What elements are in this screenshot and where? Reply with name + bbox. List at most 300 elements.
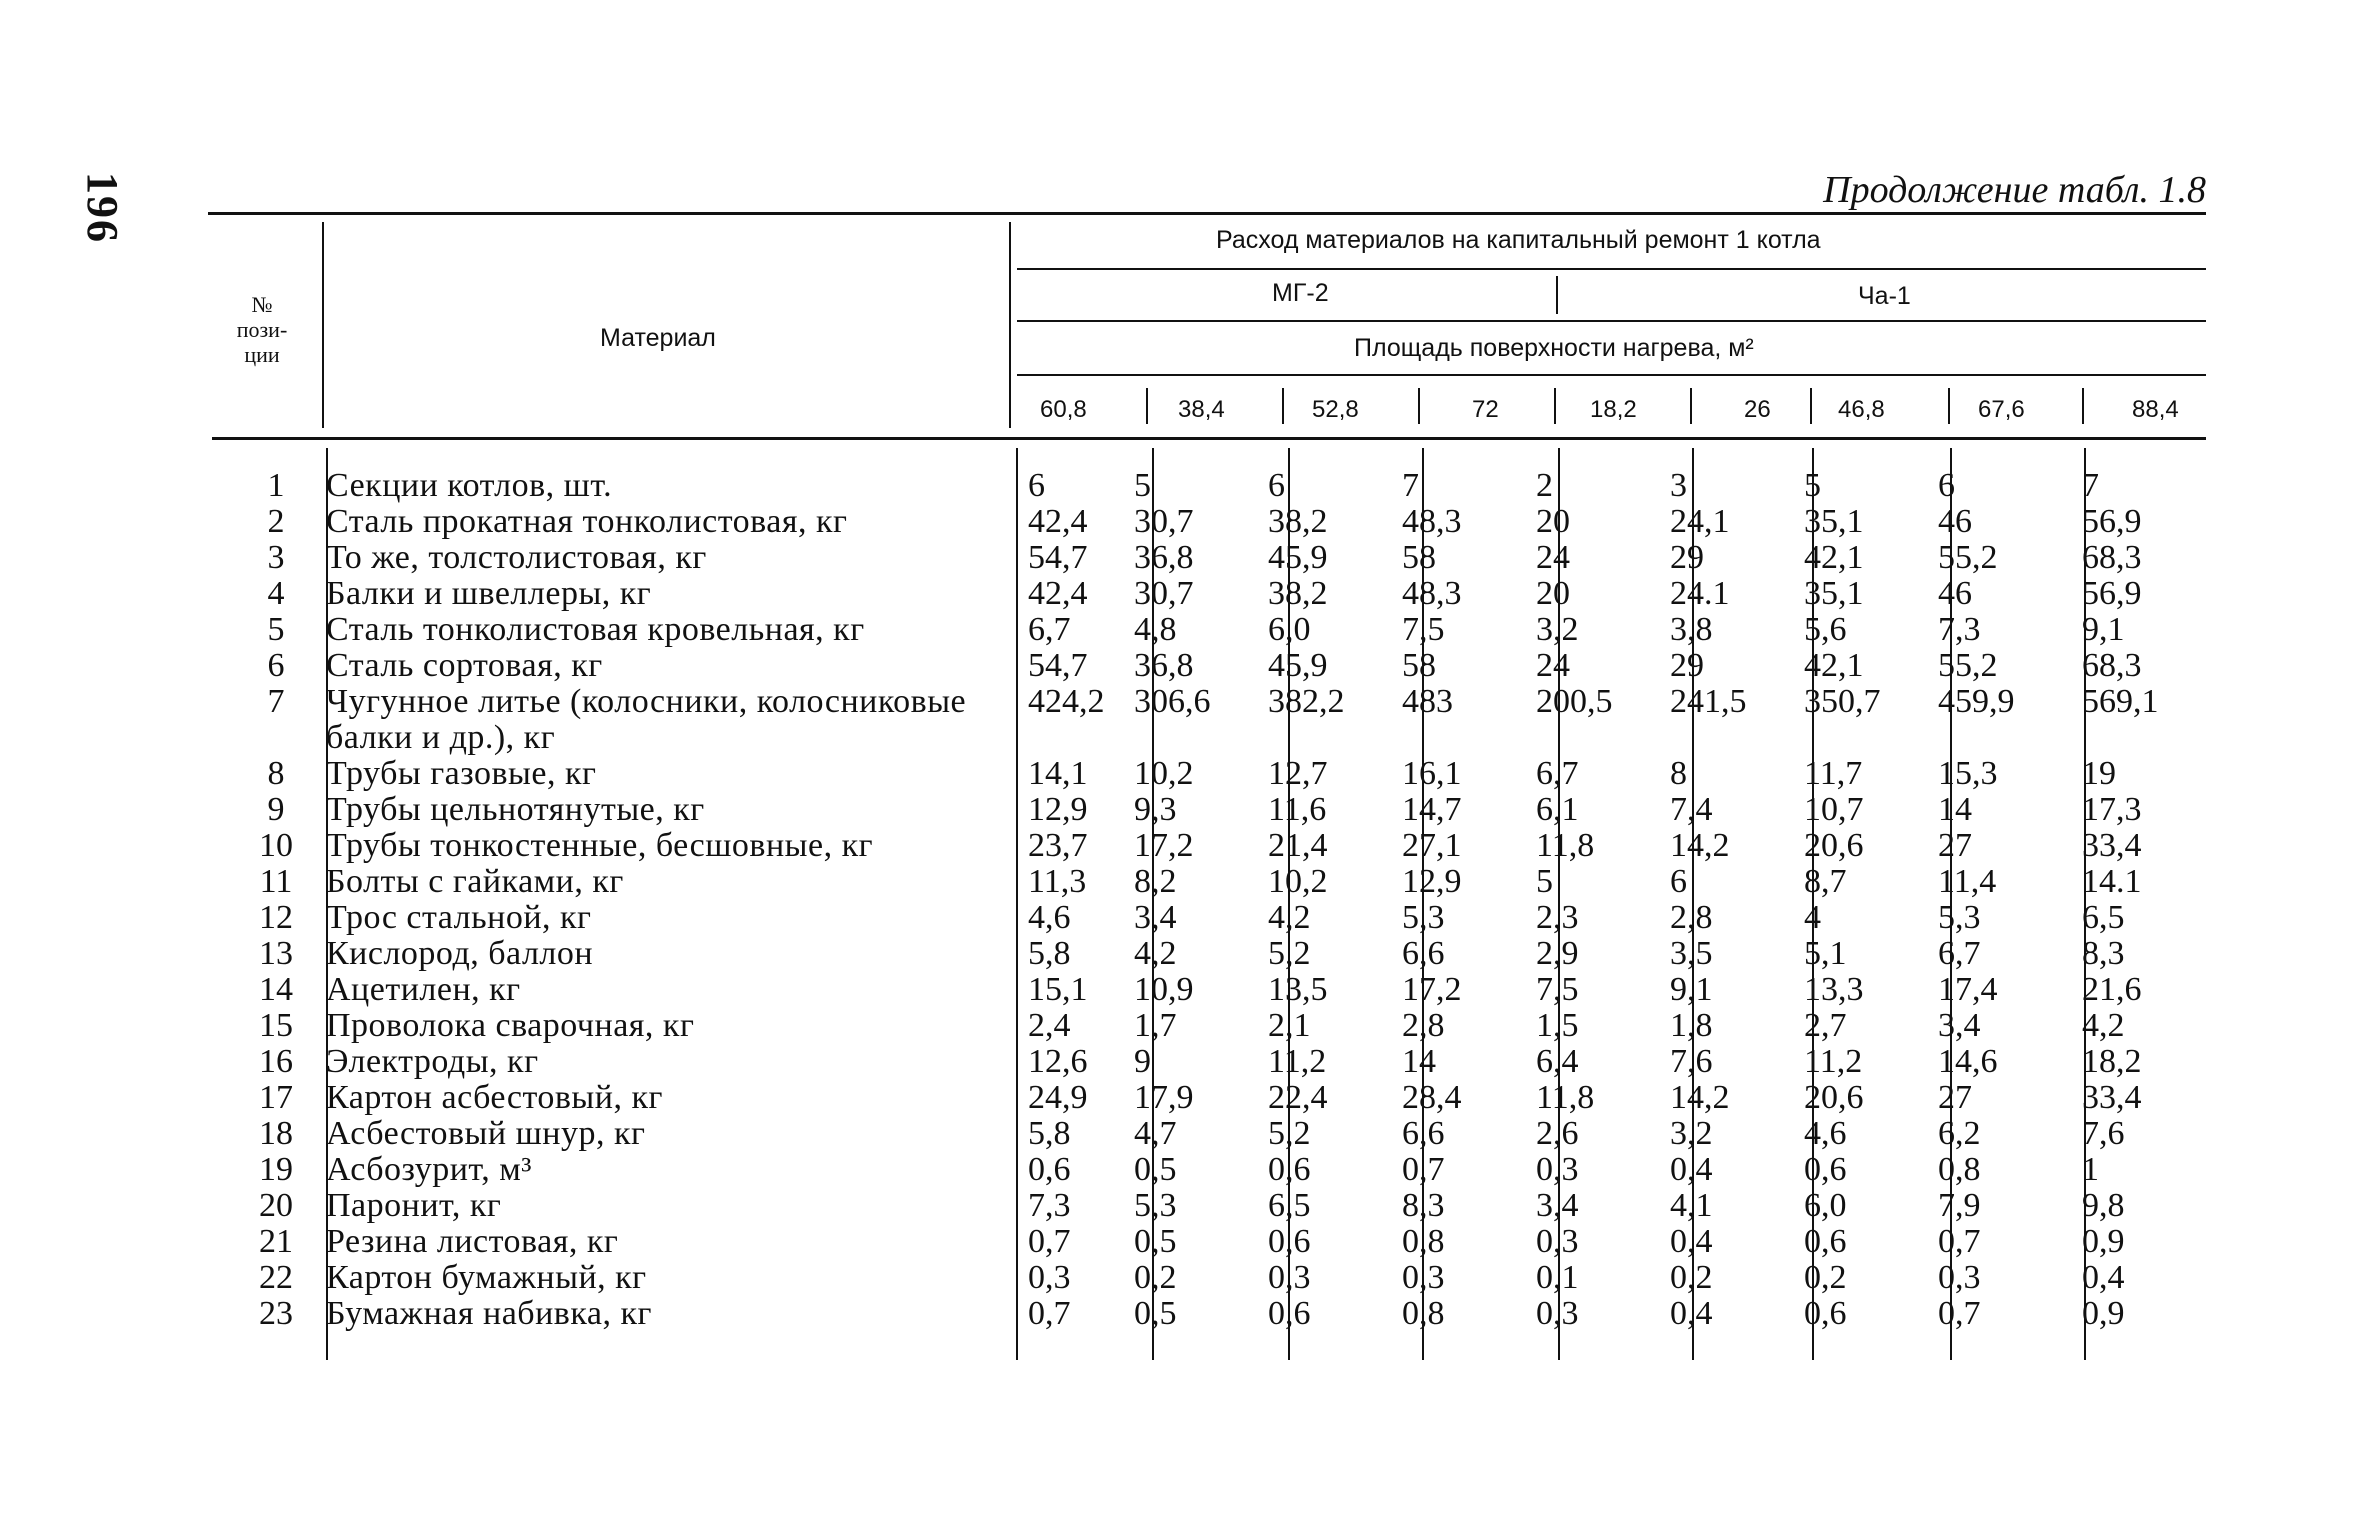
row-value: 5,3 (1938, 899, 1981, 936)
row-position-number: 9 (267, 791, 285, 828)
row-value: 21,6 (2082, 971, 2142, 1008)
row-value: 306,6 (1134, 683, 1211, 720)
row-value-cell (988, 1296, 1122, 1332)
row-position-number: 6 (267, 647, 285, 684)
row-value-cell (988, 900, 1122, 936)
row-position-number: 12 (259, 899, 293, 936)
row-value-cell (1524, 1260, 1658, 1296)
row-value: 3,4 (1536, 1187, 1579, 1224)
row-value: 24 (1536, 539, 1570, 576)
row-value: 6,4 (1536, 1043, 1579, 1080)
row-value-cell (2060, 1296, 2194, 1332)
row-position-number: 22 (259, 1259, 293, 1296)
row-value-cell (2060, 612, 2194, 648)
row-material: Ацетилен, кг (326, 971, 521, 1008)
row-value-cell (1792, 648, 1926, 684)
row-position-number: 17 (259, 1079, 293, 1116)
row-value: 9,1 (2082, 611, 2125, 648)
row-value: 10,2 (1134, 755, 1194, 792)
row-value-cell (1390, 900, 1524, 936)
row-value: 10,2 (1268, 863, 1328, 900)
row-value-cell (1524, 540, 1658, 576)
row-value: 46 (1938, 575, 1972, 612)
table-row (190, 900, 2194, 936)
row-value-cell (1122, 504, 1256, 540)
row-value: 4,2 (2082, 1007, 2125, 1044)
table-row (190, 864, 2194, 900)
row-value: 4,7 (1134, 1115, 1177, 1152)
row-value-cell (1524, 828, 1658, 864)
row-value: 2,7 (1804, 1007, 1847, 1044)
row-value: 0,6 (1268, 1295, 1311, 1332)
row-position-number: 11 (259, 863, 293, 900)
row-value: 5 (1134, 467, 1151, 504)
row-value-cell (1926, 684, 2060, 756)
header-group-mg2: МГ-2 (1272, 279, 1329, 307)
row-value-cell (1390, 828, 1524, 864)
row-value-cell (1122, 1296, 1256, 1332)
row-material: Болты с гайками, кг (326, 863, 624, 900)
row-value-cell (1122, 936, 1256, 972)
row-material: Резина листовая, кг (326, 1223, 619, 1260)
row-value-cell (1256, 1188, 1390, 1224)
row-value-cell (1390, 504, 1524, 540)
table-row (190, 1152, 2194, 1188)
row-value-cell (1524, 1224, 1658, 1260)
header-position-line: № (251, 292, 273, 317)
row-value: 0,3 (1536, 1223, 1579, 1260)
row-value-cell (1390, 612, 1524, 648)
row-value: 6,6 (1402, 1115, 1445, 1152)
row-value-cell (2060, 900, 2194, 936)
header-material: Материал (600, 324, 716, 352)
row-value-cell (2060, 684, 2194, 756)
row-value: 42,1 (1804, 647, 1864, 684)
row-value-cell (988, 828, 1122, 864)
row-value: 38,2 (1268, 575, 1328, 612)
row-value-cell (1256, 684, 1390, 756)
row-value: 3,8 (1670, 611, 1713, 648)
header-consumption: Расход материалов на капитальный ремонт 1 котла (1216, 226, 1821, 254)
row-value: 1,7 (1134, 1007, 1177, 1044)
row-value-cell (988, 576, 1122, 612)
row-value: 0,9 (2082, 1223, 2125, 1260)
row-value-cell (2060, 1116, 2194, 1152)
row-value-cell (2060, 972, 2194, 1008)
row-value: 5,2 (1268, 935, 1311, 972)
table-row (190, 612, 2194, 648)
row-value-cell (988, 612, 1122, 648)
row-value: 48,3 (1402, 575, 1462, 612)
row-value: 11,2 (1804, 1043, 1863, 1080)
row-value-cell (1256, 972, 1390, 1008)
row-value-cell (1926, 1260, 2060, 1296)
row-value-cell (1926, 1044, 2060, 1080)
row-value: 7,3 (1938, 611, 1981, 648)
row-value-cell (1926, 1188, 2060, 1224)
row-value: 0,3 (1402, 1259, 1445, 1296)
row-value-cell (1658, 504, 1792, 540)
row-value-cell (1256, 864, 1390, 900)
row-value-cell (1792, 540, 1926, 576)
row-value: 20 (1536, 575, 1570, 612)
row-value-cell (1256, 540, 1390, 576)
row-value: 0,5 (1134, 1151, 1177, 1188)
row-value-cell (1256, 1044, 1390, 1080)
row-value: 14 (1402, 1043, 1436, 1080)
row-value-cell (1658, 1296, 1792, 1332)
row-value-cell (1926, 900, 2060, 936)
row-value: 11,6 (1268, 791, 1327, 828)
area-tick (1554, 388, 1556, 424)
row-position (190, 504, 326, 540)
row-position (190, 1116, 326, 1152)
row-value-cell (1926, 540, 2060, 576)
row-value: 30,7 (1134, 503, 1194, 540)
row-value: 15,3 (1938, 755, 1998, 792)
row-value: 8,7 (1804, 863, 1847, 900)
row-value-cell (1122, 612, 1256, 648)
row-value-cell (1658, 1116, 1792, 1152)
row-value: 0,1 (1536, 1259, 1579, 1296)
row-value-cell (1792, 1116, 1926, 1152)
row-value: 14,7 (1402, 791, 1462, 828)
row-value-cell (1256, 504, 1390, 540)
header-position (212, 292, 312, 367)
row-value: 42,1 (1804, 539, 1864, 576)
row-value-cell (1792, 504, 1926, 540)
row-value-cell (1122, 972, 1256, 1008)
row-value-cell (1792, 936, 1926, 972)
row-value-cell (1524, 1116, 1658, 1152)
row-position-number: 18 (259, 1115, 293, 1152)
row-value-cell (1926, 612, 2060, 648)
row-material: Сталь сортовая, кг (326, 647, 603, 684)
row-position (190, 612, 326, 648)
row-value-cell (1792, 1224, 1926, 1260)
row-value: 12,9 (1402, 863, 1462, 900)
row-value: 0,6 (1268, 1223, 1311, 1260)
row-value: 48,3 (1402, 503, 1462, 540)
row-value-cell (988, 972, 1122, 1008)
row-value-cell (1524, 936, 1658, 972)
row-value: 14 (1938, 791, 1972, 828)
row-value-cell (1792, 864, 1926, 900)
row-value-cell (1390, 1260, 1524, 1296)
row-material: Балки и швеллеры, кг (326, 575, 652, 612)
header-divider-values (1009, 222, 1011, 428)
row-value: 12,6 (1028, 1043, 1088, 1080)
row-value-cell (1390, 936, 1524, 972)
row-value-cell (1792, 1008, 1926, 1044)
row-value: 0,6 (1804, 1223, 1847, 1260)
row-value-cell (988, 1116, 1122, 1152)
row-value: 1,5 (1536, 1007, 1579, 1044)
row-value: 14,2 (1670, 827, 1730, 864)
row-value: 56,9 (2082, 575, 2142, 612)
row-value-cell (1122, 1152, 1256, 1188)
row-value: 29 (1670, 539, 1704, 576)
row-value-cell (1658, 1224, 1792, 1260)
row-value-cell (2060, 576, 2194, 612)
row-value-cell (1926, 576, 2060, 612)
row-value: 424,2 (1028, 683, 1105, 720)
row-value: 6,7 (1938, 935, 1981, 972)
row-value-cell (1926, 1224, 2060, 1260)
row-value-cell (1658, 1188, 1792, 1224)
row-value-cell (1390, 1080, 1524, 1116)
row-value: 2,3 (1536, 899, 1579, 936)
row-value: 8,2 (1134, 863, 1177, 900)
row-position-number: 20 (259, 1187, 293, 1224)
row-value-cell (1926, 1080, 2060, 1116)
materials-table (190, 468, 2194, 1332)
row-value: 0,4 (1670, 1151, 1713, 1188)
row-position-number: 2 (267, 503, 285, 540)
row-value-cell (1524, 1188, 1658, 1224)
row-value-cell (1256, 468, 1390, 504)
row-value-cell (1390, 1296, 1524, 1332)
header-group-divider (1556, 276, 1558, 314)
row-value: 0,4 (2082, 1259, 2125, 1296)
row-value-cell (1122, 1188, 1256, 1224)
row-value-cell (1390, 792, 1524, 828)
row-value-cell (1256, 1080, 1390, 1116)
row-value: 55,2 (1938, 539, 1998, 576)
row-value: 17,2 (1402, 971, 1462, 1008)
row-value: 20,6 (1804, 827, 1864, 864)
row-value: 3,4 (1134, 899, 1177, 936)
row-value-cell (988, 1224, 1122, 1260)
row-value: 350,7 (1804, 683, 1881, 720)
row-value-cell (1524, 1044, 1658, 1080)
row-position-number: 14 (259, 971, 293, 1008)
row-value: 5 (1536, 863, 1553, 900)
row-value: 28,4 (1402, 1079, 1462, 1116)
row-value: 7 (1402, 467, 1419, 504)
row-value: 42,4 (1028, 503, 1088, 540)
row-position (190, 540, 326, 576)
row-value: 36,8 (1134, 647, 1194, 684)
row-value: 13,5 (1268, 971, 1328, 1008)
row-value: 0,2 (1134, 1259, 1177, 1296)
row-value-cell (1524, 972, 1658, 1008)
row-value-cell (988, 1260, 1122, 1296)
row-value: 6,1 (1536, 791, 1579, 828)
row-value-cell (988, 540, 1122, 576)
row-value-cell (1792, 900, 1926, 936)
area-value: 46,8 (1838, 396, 1885, 423)
row-value: 0,5 (1134, 1295, 1177, 1332)
row-position (190, 576, 326, 612)
row-value-cell (988, 756, 1122, 792)
row-value: 23,7 (1028, 827, 1088, 864)
row-value-cell (1926, 756, 2060, 792)
row-value: 2,8 (1670, 899, 1713, 936)
row-value-cell (2060, 936, 2194, 972)
materials-table-body (190, 468, 2194, 1332)
row-value-cell (988, 864, 1122, 900)
row-material: Секции котлов, шт. (326, 467, 613, 504)
row-value: 8 (1670, 755, 1687, 792)
row-value-cell (1658, 1260, 1792, 1296)
row-value: 0,9 (2082, 1295, 2125, 1332)
row-material: Сталь прокатная тонколистовая, кг (326, 503, 848, 540)
row-value-cell (1524, 792, 1658, 828)
row-position (190, 864, 326, 900)
row-position-number: 10 (259, 827, 293, 864)
row-value-cell (1792, 468, 1926, 504)
row-position (190, 936, 326, 972)
table-row (190, 576, 2194, 612)
row-value-cell (1256, 936, 1390, 972)
row-position-number: 19 (259, 1151, 293, 1188)
row-value: 3,5 (1670, 935, 1713, 972)
row-position (190, 1224, 326, 1260)
row-value: 7 (2082, 467, 2099, 504)
row-value-cell (1122, 828, 1256, 864)
row-value-cell (1122, 684, 1256, 756)
row-value-cell (1122, 756, 1256, 792)
row-value-cell (1390, 648, 1524, 684)
row-value-cell (1122, 1260, 1256, 1296)
row-position-number: 15 (259, 1007, 293, 1044)
row-value-cell (1658, 792, 1792, 828)
row-value: 35,1 (1804, 503, 1864, 540)
row-value: 33,4 (2082, 827, 2142, 864)
row-value-cell (1658, 1152, 1792, 1188)
row-value: 2,4 (1028, 1007, 1071, 1044)
row-value: 4,2 (1134, 935, 1177, 972)
row-value-cell (1256, 792, 1390, 828)
row-value: 45,9 (1268, 647, 1328, 684)
area-tick (1418, 388, 1420, 424)
row-value-cell (2060, 864, 2194, 900)
row-value-cell (1122, 1224, 1256, 1260)
table-row (190, 1260, 2194, 1296)
row-value-cell (2060, 468, 2194, 504)
row-value: 0,2 (1804, 1259, 1847, 1296)
row-value-cell (1524, 1008, 1658, 1044)
row-value-cell (1658, 828, 1792, 864)
table-row (190, 1008, 2194, 1044)
row-value-cell (1792, 1080, 1926, 1116)
row-value-cell (1926, 1152, 2060, 1188)
row-value-cell (2060, 1188, 2194, 1224)
row-value-cell (1658, 612, 1792, 648)
table-row (190, 1188, 2194, 1224)
header-rule-1 (1017, 268, 2206, 270)
row-value: 0,4 (1670, 1223, 1713, 1260)
header-rule-2 (1017, 320, 2206, 322)
row-material: Электроды, кг (326, 1043, 539, 1080)
row-value: 14.1 (2082, 863, 2142, 900)
row-value-cell (1390, 576, 1524, 612)
row-value: 200,5 (1536, 683, 1613, 720)
row-value-cell (1658, 684, 1792, 756)
row-value: 7,6 (1670, 1043, 1713, 1080)
row-value: 33,4 (2082, 1079, 2142, 1116)
row-value: 6,7 (1028, 611, 1071, 648)
row-value: 14,1 (1028, 755, 1088, 792)
row-position (190, 648, 326, 684)
row-value: 2 (1536, 467, 1553, 504)
row-value: 6,2 (1938, 1115, 1981, 1152)
row-value: 17,4 (1938, 971, 1998, 1008)
table-row (190, 468, 2194, 504)
row-value: 5 (1804, 467, 1821, 504)
row-value-cell (1122, 1008, 1256, 1044)
row-value: 10,9 (1134, 971, 1194, 1008)
row-value-cell (1256, 1260, 1390, 1296)
row-material: Проволока сварочная, кг (326, 1007, 695, 1044)
row-value-cell (2060, 756, 2194, 792)
row-value-cell (1524, 1296, 1658, 1332)
row-value-cell (1524, 504, 1658, 540)
row-value-cell (1524, 756, 1658, 792)
row-position-number: 23 (259, 1295, 293, 1332)
row-position (190, 1260, 326, 1296)
row-position (190, 468, 326, 504)
row-position (190, 828, 326, 864)
row-value: 8,3 (2082, 935, 2125, 972)
row-value: 12,9 (1028, 791, 1088, 828)
row-value-cell (1390, 684, 1524, 756)
area-tick (1948, 388, 1950, 424)
row-value: 4,1 (1670, 1187, 1713, 1224)
row-value: 14,2 (1670, 1079, 1730, 1116)
row-value-cell (1792, 792, 1926, 828)
row-value: 6,5 (1268, 1187, 1311, 1224)
row-value: 5,8 (1028, 1115, 1071, 1152)
row-value-cell (1926, 1296, 2060, 1332)
row-value: 29 (1670, 647, 1704, 684)
row-value-cell (1658, 756, 1792, 792)
row-value: 2,8 (1402, 1007, 1445, 1044)
row-value-cell (1122, 468, 1256, 504)
row-value-cell (1792, 684, 1926, 756)
row-value: 35,1 (1804, 575, 1864, 612)
row-value-cell (1256, 756, 1390, 792)
row-material: Асбозурит, м³ (326, 1151, 532, 1188)
row-value-cell (1524, 1080, 1658, 1116)
row-value: 4,6 (1804, 1115, 1847, 1152)
header-group-cha1: Ча-1 (1858, 282, 1911, 310)
row-value: 2,9 (1536, 935, 1579, 972)
row-value-cell (2060, 1044, 2194, 1080)
row-value: 569,1 (2082, 683, 2159, 720)
row-value: 30,7 (1134, 575, 1194, 612)
row-position-number: 13 (259, 935, 293, 972)
row-value-cell (1524, 684, 1658, 756)
row-value-cell (1792, 1152, 1926, 1188)
row-value: 16,1 (1402, 755, 1462, 792)
row-value: 13,3 (1804, 971, 1864, 1008)
header-position-line: ции (244, 342, 280, 367)
row-value-cell (1390, 864, 1524, 900)
row-value-cell (1256, 648, 1390, 684)
row-value: 24.1 (1670, 575, 1730, 612)
row-value: 8,3 (1402, 1187, 1445, 1224)
row-value: 11,7 (1804, 755, 1863, 792)
row-material: Чугунное литье (колосники, колосниковые балки и др.), кг (326, 683, 967, 756)
row-value: 24 (1536, 647, 1570, 684)
row-value: 5,3 (1134, 1187, 1177, 1224)
header-area-label: Площадь поверхности нагрева, м² (1354, 334, 1754, 362)
row-material: Паронит, кг (326, 1187, 502, 1224)
row-value: 19 (2082, 755, 2116, 792)
row-value: 15,1 (1028, 971, 1088, 1008)
